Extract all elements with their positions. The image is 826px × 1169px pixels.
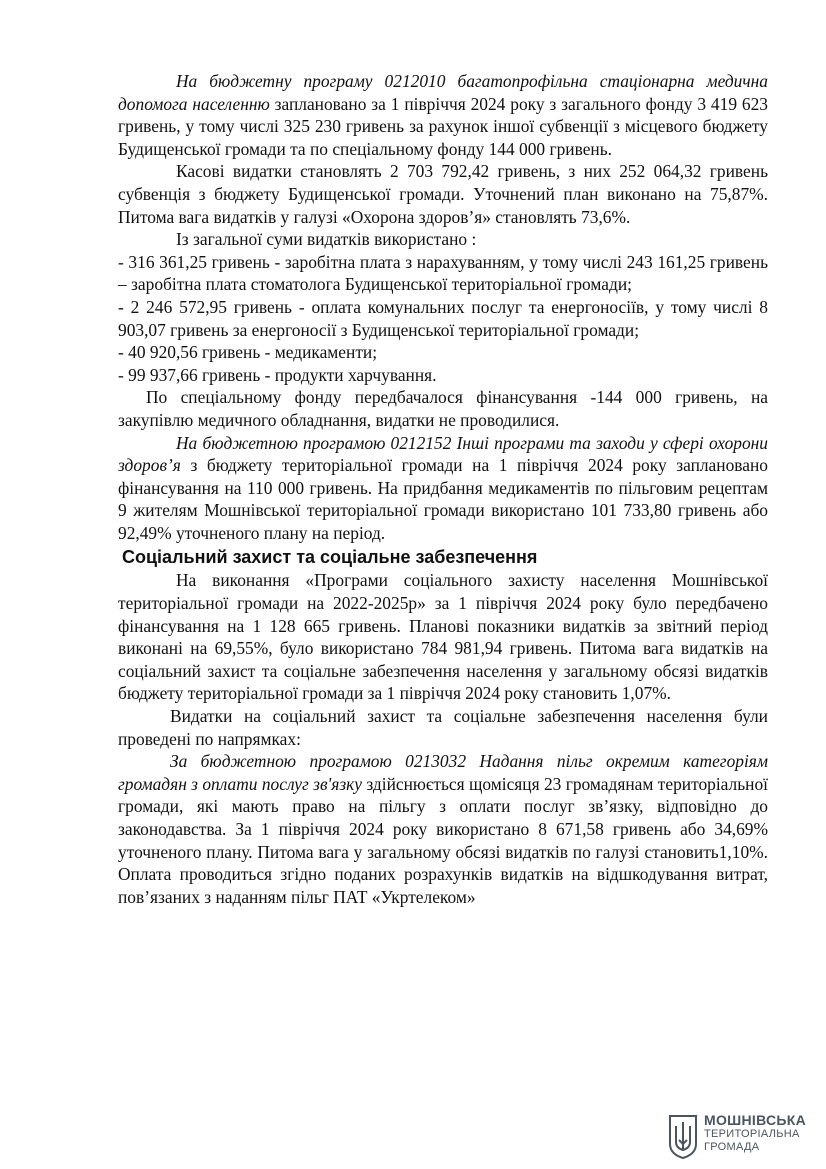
paragraph-program-0213032 bbox=[118, 750, 768, 908]
section-heading-social: Соціальний захист та соціальне забезпечення bbox=[122, 547, 538, 568]
document-body bbox=[118, 70, 768, 908]
list-item-medicines: - 40 920,56 гривень - медикаменти; bbox=[118, 342, 378, 363]
logo-line-2: ТЕРИТОРІАЛЬНА bbox=[704, 1128, 800, 1140]
list-item-salary: - 316 361,25 гривень - заробітна плата з нарахуванням, у тому числі 243 161,25 гривень – заробітна плата стоматолога Будищенської територіальної громади; bbox=[118, 251, 768, 295]
program-title-0212010: На бюджетну програму 0212010 багатопрофільна стаціонарна медична допомога населенню bbox=[118, 71, 768, 114]
paragraph-program-0212010 bbox=[118, 70, 768, 160]
logo-line-3: ГРОМАДА bbox=[704, 1141, 760, 1153]
program-title-0213032: За бюджетною програмою 0213032 Надання пільг окремим категоріям громадян з оплати послуг зв'язку bbox=[118, 751, 768, 794]
paragraph-text: з бюджету територіальної громади на 1 півріччя 2024 року заплановано фінансування на 110 000 гривень. На придбання медикаментів по пільговим рецептам 9 жителям Мошнівської територіальної громади використано 101 733,80 гривень або 92,49% уточненого плану на період. bbox=[118, 455, 768, 543]
paragraph-text: заплановано за 1 півріччя 2024 року з загального фонду 3 419 623 гривень, у тому числі 325 230 гривень за рахунок іншої субвенції з місцевого бюджету Будищенської громади та по спеціальному фонду 144 000 гривень. bbox=[118, 93, 768, 159]
list-item-food: - 99 937,66 гривень - продукти харчування. bbox=[118, 364, 437, 385]
logo-line-1: МОШНІВСЬКА bbox=[704, 1112, 807, 1128]
paragraph-expenses-intro: Із загальної суми видатків використано : bbox=[176, 229, 477, 250]
community-logo bbox=[668, 1112, 808, 1162]
trident-icon bbox=[668, 1114, 698, 1160]
program-title-0212152: На бюджетною програмою 0212152 Інші програми та заходи у сфері охорони здоров’я bbox=[118, 432, 768, 476]
paragraph-program-0212152 bbox=[118, 432, 768, 545]
paragraph-social-program: На виконання «Програми соціального захисту населення Мошнівської територіальної громади на 2022-2025р» за 1 півріччя 2024 року було передбачено фінансування на 1 128 665 гривень. Планові показники видатків за звітний період виконані на 69,55%, було використано 784 981,94 гривень. Питома вага видатків на соціальний захист та соціальне забезпечення населення у загальному обсязі видатків бюджету територіальної громади за 1 півріччя 2024 року становить 1,07%. bbox=[118, 570, 768, 704]
paragraph-cash-expenses: Касові видатки становлять 2 703 792,42 гривень, з них 252 064,32 гривень субвенція з бюджету Будищенської громади. Уточнений план виконано на 75,87%. Питома вага видатків у галузі «Охорона здоров’я» становлять 73,6%. bbox=[118, 161, 768, 227]
paragraph-special-fund: По спеціальному фонду передбачалося фінансування -144 000 гривень, на закупівлю медичного обладнання, видатки не проводилися. bbox=[118, 387, 768, 430]
paragraph-text: здійснюється щомісяця 23 громадянам територіальної громади, які мають право на пільгу з оплати послуг зв’язку, відповідно до законодавства. За 1 півріччя 2024 року використано 8 671,58 гривень або 34,69% уточненого плану. Питома вага у загальному обсязі видатків по галузі становить1,10%. Оплата проводиться згідно поданих розрахунків видатків на відшкодування витрат, пов’язаних з наданням пільг ПАТ «Укртелеком» bbox=[118, 773, 769, 907]
list-item-utilities: - 2 246 572,95 гривень - оплата комунальних послуг та енергоносіїв, у тому числі 8 903,07 гривень за енергоносії з Будищенської територіальної громади; bbox=[118, 296, 768, 340]
paragraph-social-directions: Видатки на соціальний захист та соціальне забезпечення населення були проведені по напрямках: bbox=[118, 706, 768, 749]
